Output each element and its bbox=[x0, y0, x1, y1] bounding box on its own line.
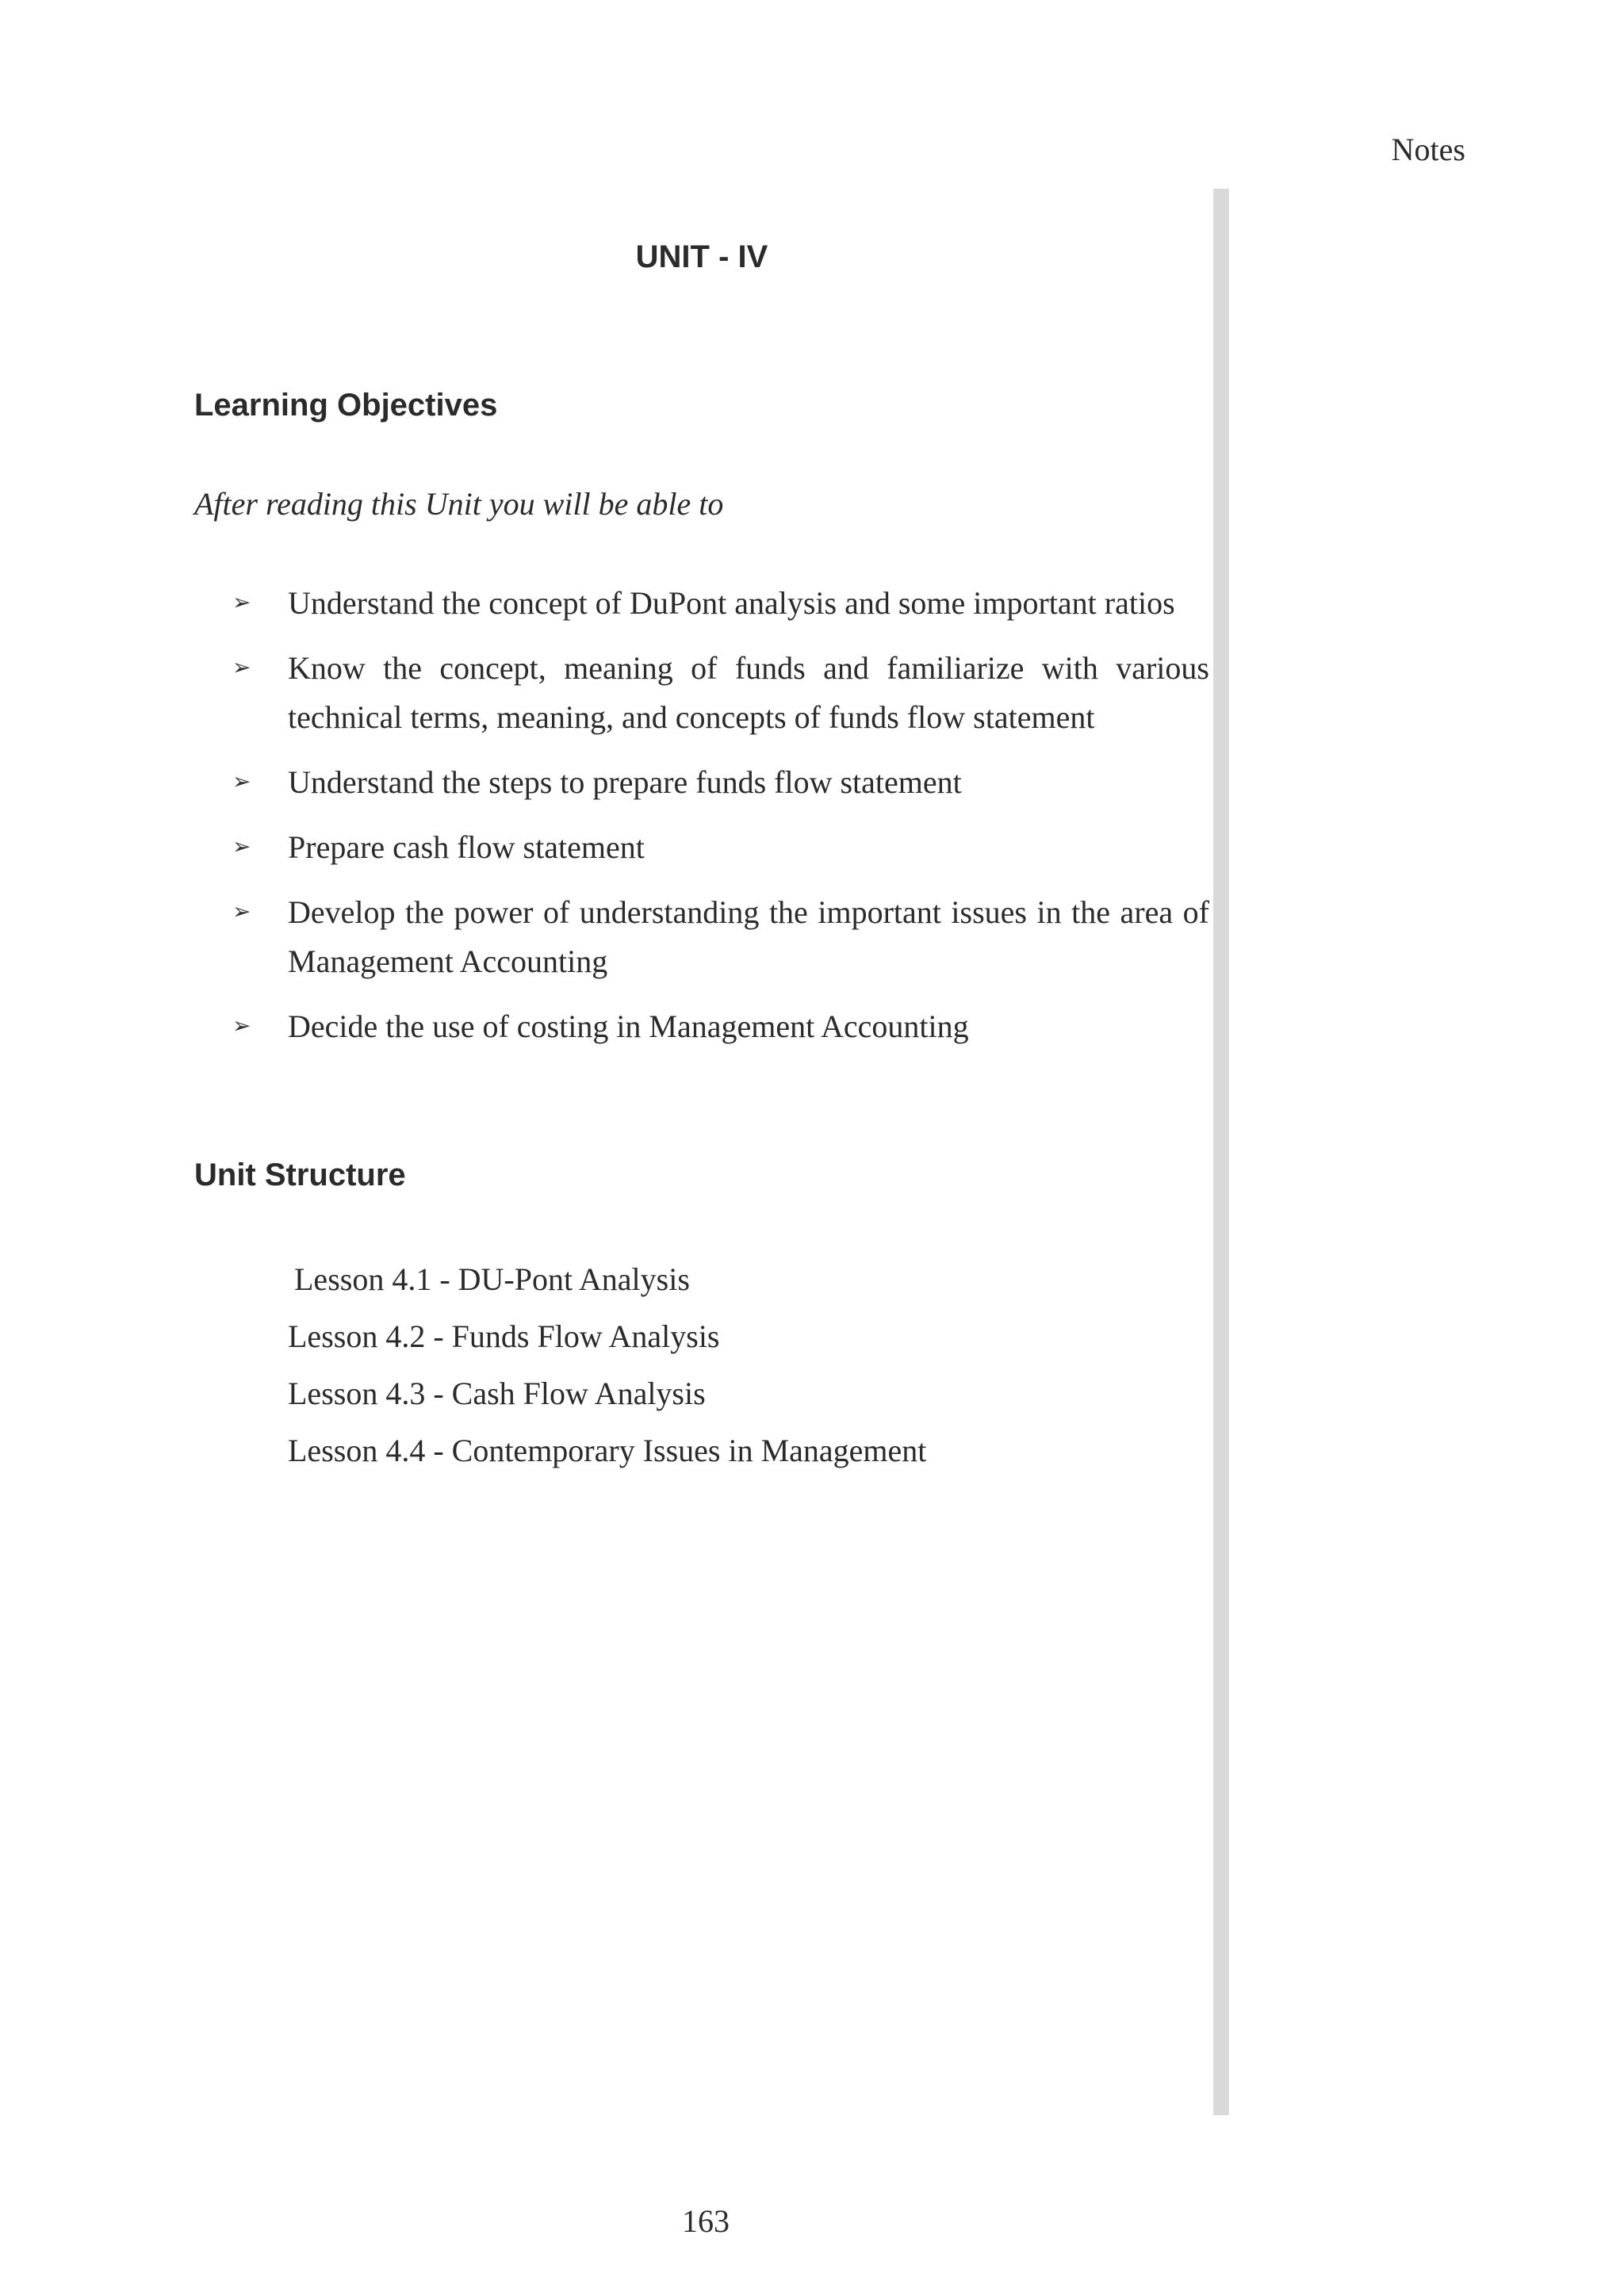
page-number: 163 bbox=[682, 2203, 730, 2239]
objective-item bbox=[194, 823, 1209, 872]
objective-text: Develop the power of understanding the important issues in the area of Management Accounting bbox=[288, 894, 1209, 979]
objective-item bbox=[194, 758, 1209, 807]
lesson-item: Lesson 4.1 - DU-Pont Analysis bbox=[294, 1261, 690, 1297]
lesson-item: Lesson 4.4 - Contemporary Issues in Management bbox=[288, 1433, 927, 1468]
unit-structure-heading: Unit Structure bbox=[194, 1158, 406, 1192]
objective-item bbox=[194, 644, 1209, 742]
lesson-list bbox=[288, 1251, 926, 1479]
objective-item bbox=[194, 1002, 1209, 1051]
lesson-item: Lesson 4.3 - Cash Flow Analysis bbox=[288, 1376, 706, 1411]
objective-item bbox=[194, 579, 1209, 628]
unit-title: UNIT - IV bbox=[635, 239, 768, 274]
objective-text: Decide the use of costing in Management Accounting bbox=[288, 1008, 969, 1044]
learning-objectives-heading: Learning Objectives bbox=[194, 388, 498, 423]
objective-text: Understand the steps to prepare funds flow statement bbox=[288, 764, 962, 800]
arrowhead-bullet-icon: ➢ bbox=[232, 656, 251, 680]
objectives-list bbox=[194, 579, 1209, 1067]
arrowhead-bullet-icon: ➢ bbox=[232, 900, 251, 924]
arrowhead-bullet-icon: ➢ bbox=[232, 591, 251, 615]
lesson-item: Lesson 4.2 - Funds Flow Analysis bbox=[288, 1318, 720, 1354]
objectives-intro: After reading this Unit you will be able to bbox=[194, 486, 724, 522]
notes-margin-label: Notes bbox=[1391, 132, 1465, 167]
notes-margin-bar bbox=[1213, 189, 1229, 2115]
arrowhead-bullet-icon: ➢ bbox=[232, 1014, 251, 1039]
objective-text: Know the concept, meaning of funds and familiarize with various technical terms, meaning, and concepts of funds flow statement bbox=[288, 650, 1209, 735]
arrowhead-bullet-icon: ➢ bbox=[232, 835, 251, 859]
objective-item bbox=[194, 888, 1209, 986]
objective-text: Understand the concept of DuPont analysis and some important ratios bbox=[288, 585, 1175, 621]
arrowhead-bullet-icon: ➢ bbox=[232, 770, 251, 794]
objective-text: Prepare cash flow statement bbox=[288, 829, 645, 865]
